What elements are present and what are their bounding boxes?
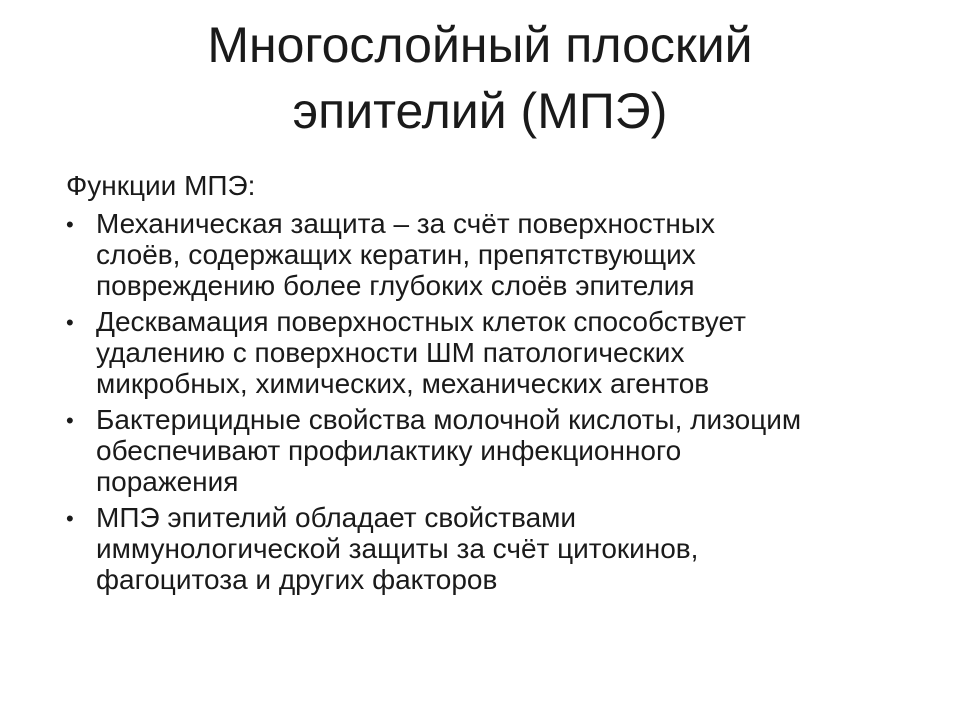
- bullet-text-line: иммунологической защиты за счёт цитокинов,: [96, 533, 699, 564]
- bullet-text-line: повреждению более глубоких слоёв эпителия: [96, 270, 695, 301]
- bullet-item-mechanical-protection: [66, 208, 926, 301]
- bullet-text-line: обеспечивают профилактику инфекционного: [96, 435, 682, 466]
- bullet-text-line: Механическая защита – за счёт поверхностных: [96, 208, 716, 239]
- bullet-text-line: микробных, химических, механических агентов: [96, 368, 710, 399]
- bullet-item-desquamation: [66, 306, 926, 399]
- slide-content: [66, 170, 926, 600]
- bullet-text-line: Десквамация поверхностных клеток способствует: [96, 306, 746, 337]
- bullet-text-line: МПЭ эпителий обладает свойствами: [96, 502, 577, 533]
- functions-list: [66, 208, 926, 595]
- bullet-text-line: Бактерицидные свойства молочной кислоты, лизоцим: [96, 404, 802, 435]
- bullet-dot-icon: •: [66, 212, 74, 237]
- bullet-dot-icon: •: [66, 506, 74, 531]
- bullet-text-line: удалению с поверхности ШМ патологических: [96, 337, 685, 368]
- bullet-dot-icon: •: [66, 408, 74, 433]
- slide-title-line-1: Многослойный плоский: [207, 17, 753, 73]
- bullet-text-line: слоёв, содержащих кератин, препятствующих: [96, 239, 696, 270]
- slide-title-line-2: эпителий (МПЭ): [292, 83, 668, 139]
- bullet-dot-icon: •: [66, 310, 74, 335]
- bullet-text-line: фагоцитоза и других факторов: [96, 564, 498, 595]
- bullet-item-bactericidal: [66, 404, 926, 497]
- bullet-text-line: поражения: [96, 466, 239, 497]
- functions-heading: Функции МПЭ:: [66, 170, 256, 201]
- bullet-item-immunological: [66, 502, 926, 595]
- slide-title: [60, 12, 900, 144]
